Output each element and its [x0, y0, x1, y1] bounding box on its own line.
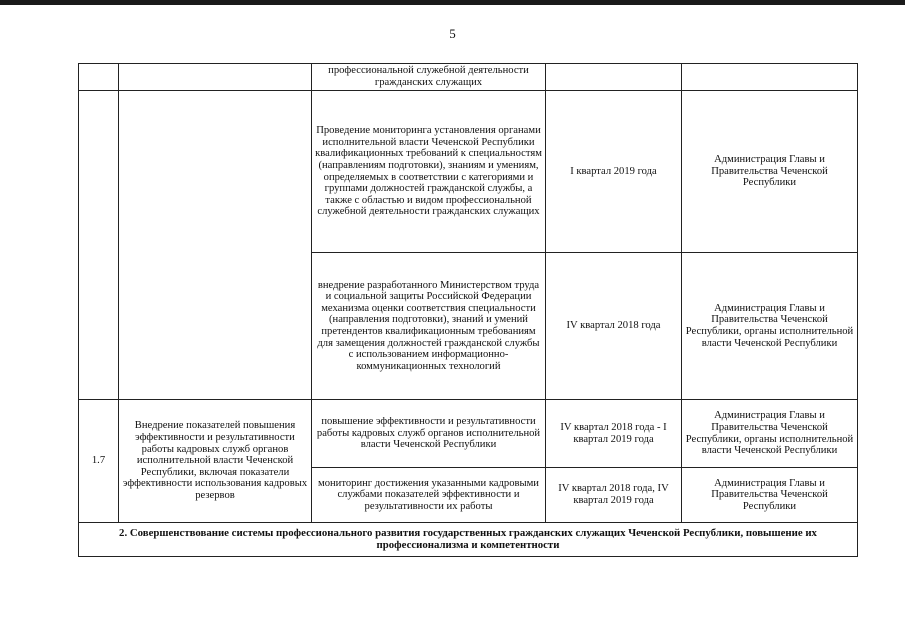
responsible-cell: Администрация Главы и Правительства Чеченской Республики — [682, 468, 858, 523]
item-number-cell — [79, 64, 119, 91]
section-heading-row — [79, 523, 858, 557]
deadline-cell: I квартал 2019 года — [546, 91, 682, 253]
responsible-cell — [682, 64, 858, 91]
measure-cell: профессиональной служебной деятельности гражданских служащих — [312, 64, 546, 91]
scan-top-edge — [0, 0, 905, 5]
deadline-cell: IV квартал 2018 года - I квартал 2019 года — [546, 400, 682, 468]
measure-cell: Проведение мониторинга установления органами исполнительной власти Чеченской Республики квалификационных требований к специальностям (направлениям подготовки), знаниям и умениям, определяемых в соответствии с категориями и группами должностей гражданской службы, а также с областью и видом профессиональной служебной деятельности гражданских служащих — [312, 91, 546, 253]
item-number-cell: 1.7 — [79, 400, 119, 523]
deadline-cell: IV квартал 2018 года, IV квартал 2019 года — [546, 468, 682, 523]
responsible-cell: Администрация Главы и Правительства Чеченской Республики, органы исполнительной власти Чеченской Республики — [682, 400, 858, 468]
item-title-cell: Внедрение показателей повышения эффективности и результативности работы кадровых служб органов исполнительной власти Чеченской Республики, включая показатели эффективности использования кадровых резервов — [119, 400, 312, 523]
item-title-cell — [119, 64, 312, 91]
page-number: 5 — [449, 26, 456, 41]
responsible-cell: Администрация Главы и Правительства Чеченской Республики — [682, 91, 858, 253]
table-row — [79, 64, 858, 91]
item-title-cell — [119, 91, 312, 400]
table-row — [79, 91, 858, 253]
measures-table — [78, 63, 858, 557]
table-row — [79, 400, 858, 468]
measure-cell: мониторинг достижения указанными кадровыми службами показателей эффективности и результативности их работы — [312, 468, 546, 523]
item-number-cell — [79, 91, 119, 400]
responsible-cell: Администрация Главы и Правительства Чеченской Республики, органы исполнительной власти Чеченской Республики — [682, 253, 858, 400]
section-heading: 2. Совершенствование системы профессионального развития государственных гражданских служащих Чеченской Республики, повышение их профессионализма и компетентности — [79, 523, 858, 557]
deadline-cell: IV квартал 2018 года — [546, 253, 682, 400]
deadline-cell — [546, 64, 682, 91]
measure-cell: внедрение разработанного Министерством труда и социальной защиты Российской Федерации механизма оценки соответствия специальности (направления подготовки), знаний и умений претендентов квалификационным требованиям для замещения должностей гражданской службы с использованием информационно-коммуникационных технологий — [312, 253, 546, 400]
measure-cell: повышение эффективности и результативности работы кадровых служб органов исполнительной власти Чеченской Республики — [312, 400, 546, 468]
